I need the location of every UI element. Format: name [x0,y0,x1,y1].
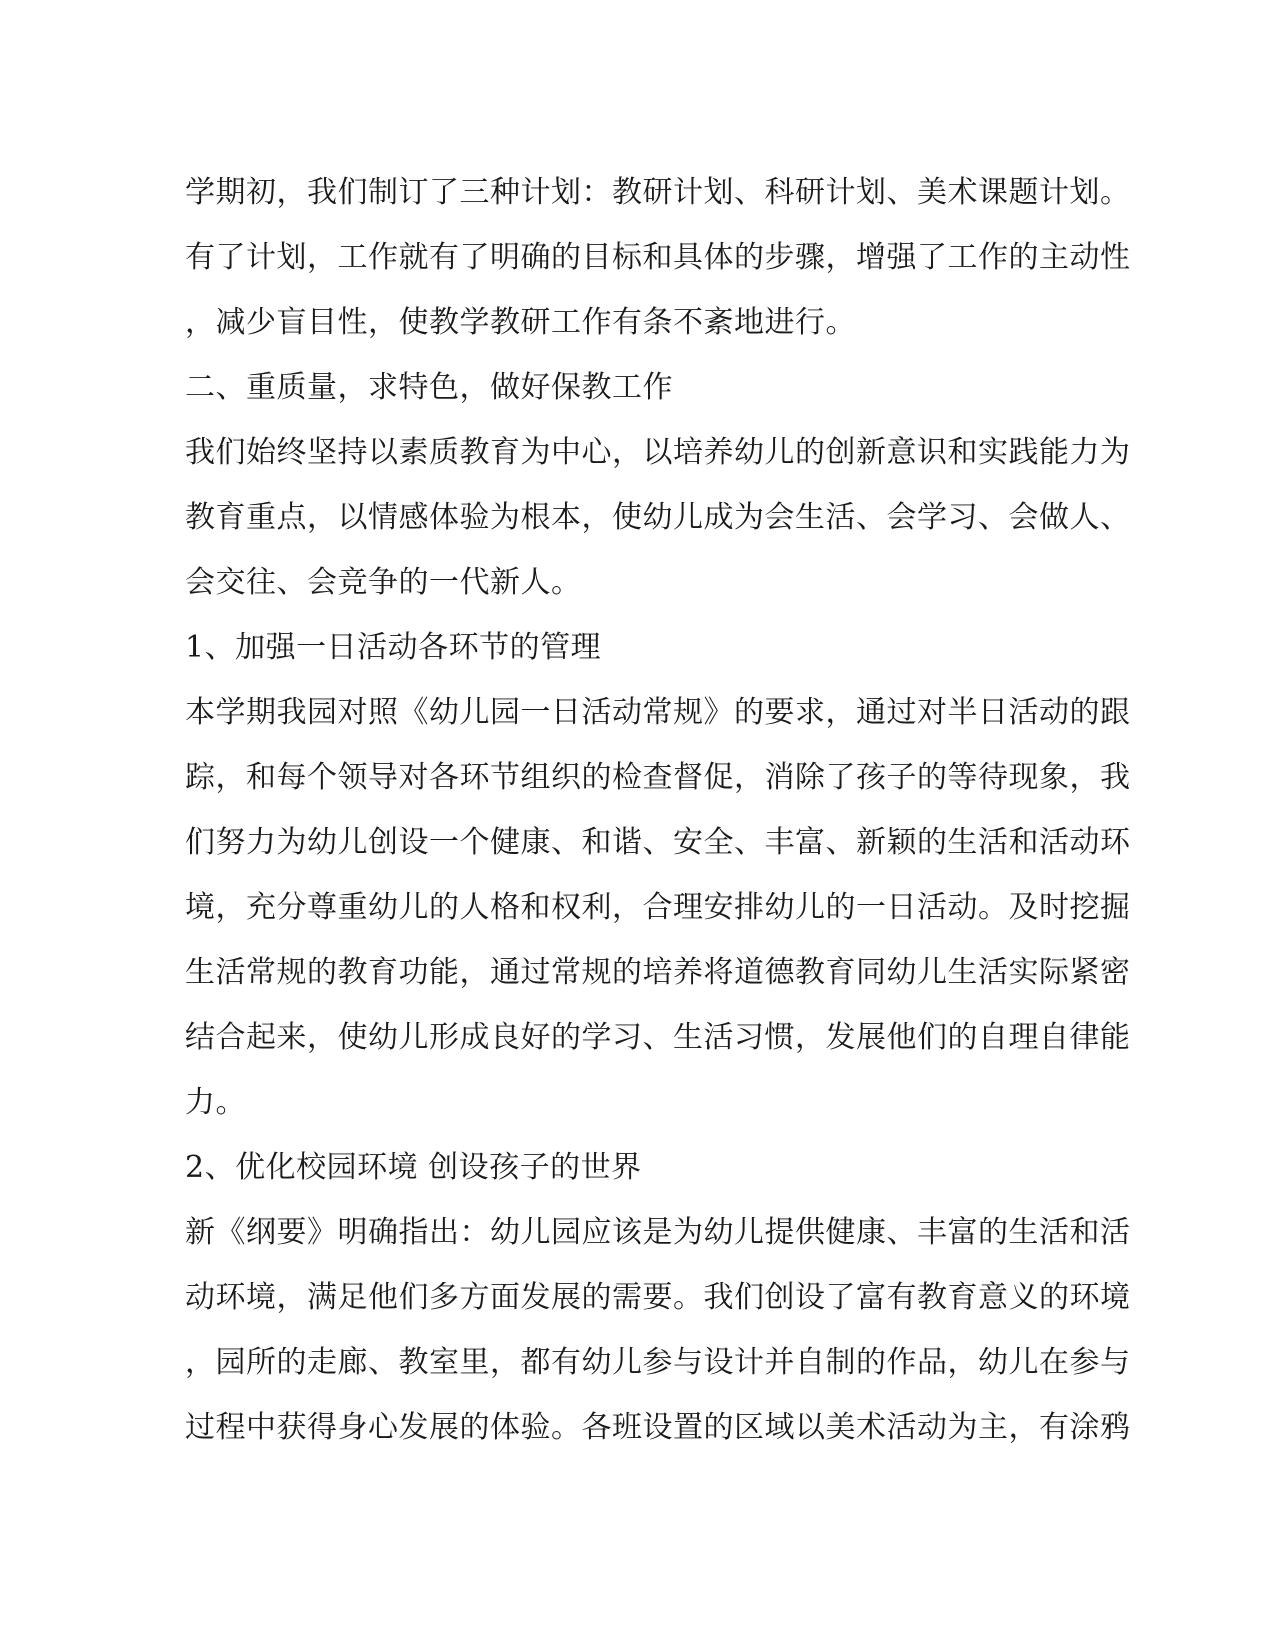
text-line: ，减少盲目性，使教学教研工作有条不紊地进行。 [185,305,856,340]
text-line: 我们始终坚持以素质教育为中心，以培养幼儿的创新意识和实践能力为 [185,435,1131,470]
subsection-heading: 2、优化校园环境 创设孩子的世界 [185,1150,642,1185]
text-line: 结合起来，使幼儿形成良好的学习、生活习惯，发展他们的自理自律能 [185,1020,1131,1055]
text-line: 学期初，我们制订了三种计划：教研计划、科研计划、美术课题计划。 [185,175,1131,210]
text-line: 生活常规的教育功能，通过常规的培养将道德教育同幼儿生活实际紧密 [185,955,1131,990]
text-line: 新《纲要》明确指出：幼儿园应该是为幼儿提供健康、丰富的生活和活 [185,1215,1131,1250]
text-line: 有了计划，工作就有了明确的目标和具体的步骤，增强了工作的主动性 [185,240,1131,275]
text-line: 本学期我园对照《幼儿园一日活动常规》的要求，通过对半日活动的跟 [185,695,1131,730]
text-line: 动环境，满足他们多方面发展的需要。我们创设了富有教育意义的环境 [185,1280,1131,1315]
text-line: 们努力为幼儿创设一个健康、和谐、安全、丰富、新颖的生活和活动环 [185,825,1131,860]
document-body [185,160,1131,1460]
section-heading: 二、重质量，求特色，做好保教工作 [185,370,673,405]
text-line: 教育重点，以情感体验为根本，使幼儿成为会生活、会学习、会做人、 [185,500,1131,535]
text-line: 会交往、会竞争的一代新人。 [185,565,582,600]
text-line: ，园所的走廊、教室里，都有幼儿参与设计并自制的作品，幼儿在参与 [185,1345,1131,1380]
text-line: 力。 [185,1085,246,1120]
text-line: 踪，和每个领导对各环节组织的检查督促，消除了孩子的等待现象，我 [185,760,1131,795]
text-line: 过程中获得身心发展的体验。各班设置的区域以美术活动为主，有涂鸦 [185,1410,1131,1445]
subsection-heading: 1、加强一日活动各环节的管理 [185,630,602,665]
text-line: 境，充分尊重幼儿的人格和权利，合理安排幼儿的一日活动。及时挖掘 [185,890,1131,925]
